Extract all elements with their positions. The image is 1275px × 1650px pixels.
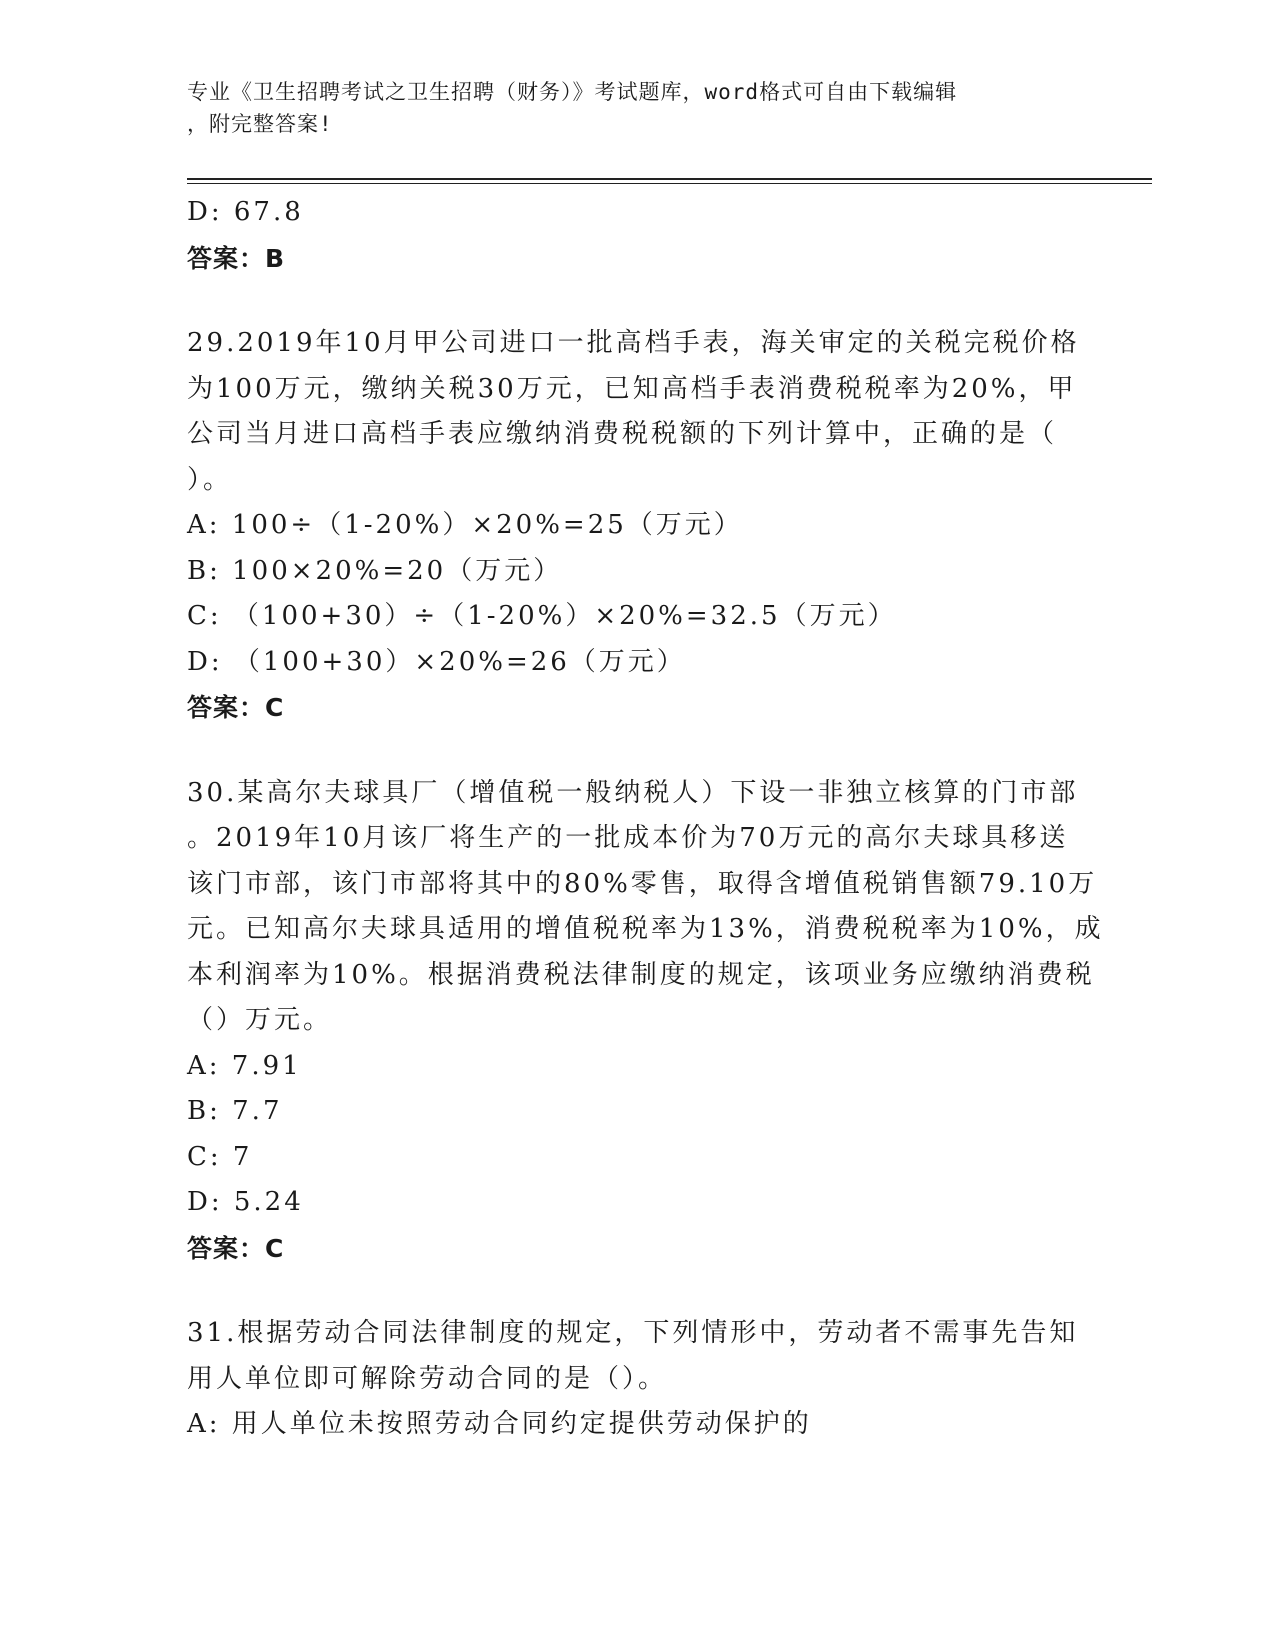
page-header <box>187 76 1077 140</box>
question-text-line: 元。已知高尔夫球具适用的增值税税率为13%，消费税税率为10%，成 <box>187 914 1104 944</box>
header-divider-thick <box>187 178 1152 180</box>
option-c: C: 7 <box>187 1141 253 1172</box>
option-a: A: 100÷（1-20%）×20%=25（万元） <box>187 510 743 540</box>
option-d: D: （100+30）×20%=26（万元） <box>187 646 686 677</box>
option-b: B: 7.7 <box>187 1096 283 1126</box>
question-text-line: 31.根据劳动合同法律制度的规定，下列情形中，劳动者不需事先告知 <box>187 1318 1079 1348</box>
question-text-line: 该门市部，该门市部将其中的80%零售，取得含增值税销售额79.10万 <box>187 868 1098 899</box>
question-text-line: 用人单位即可解除劳动合同的是（）。 <box>187 1363 668 1394</box>
option-a: A: 用人单位未按照劳动合同约定提供劳动保护的 <box>187 1409 812 1439</box>
question-29 <box>187 321 1087 731</box>
question-text-line: 本利润率为10%。根据消费税法律制度的规定，该项业务应缴纳消费税 <box>187 959 1095 990</box>
question-text-line: 为100万元，缴纳关税30万元，已知高档手表消费税税率为20%，甲 <box>187 373 1077 404</box>
header-line-1: 专业《卫生招聘考试之卫生招聘（财务）》考试题库，word格式可自由下载编辑 <box>187 80 958 104</box>
question-text-line: 公司当月进口高档手表应缴纳消费税税额的下列计算中，正确的是（ <box>187 419 1058 449</box>
header-divider-thin <box>187 183 1152 184</box>
option-d: D: 67.8 <box>187 197 304 227</box>
question-text-line: ）。 <box>187 464 233 495</box>
question-30 <box>187 771 1104 1272</box>
question-text-line: 30.某高尔夫球具厂（增值税一般纳税人）下设一非独立核算的门市部 <box>187 777 1079 808</box>
question-content <box>187 190 1104 1448</box>
answer-label: 答案：B <box>187 243 286 273</box>
option-a: A: 7.91 <box>187 1050 302 1081</box>
answer-label: 答案：C <box>187 1233 285 1263</box>
question-text-line: （）万元。 <box>187 1005 333 1035</box>
option-c: C: （100+30）÷（1-20%）×20%=32.5（万元） <box>187 601 897 631</box>
header-line-2: ，附完整答案! <box>187 112 333 136</box>
question-28-tail <box>187 190 1087 281</box>
question-text-line: 29.2019年10月甲公司进口一批高档手表，海关审定的关税完税价格 <box>187 328 1080 358</box>
option-b: B: 100×20%=20（万元） <box>187 555 563 586</box>
question-31 <box>187 1311 1087 1448</box>
question-text-line: 。2019年10月该厂将生产的一批成本价为70万元的高尔夫球具移送 <box>187 823 1069 853</box>
answer-label: 答案：C <box>187 693 285 722</box>
option-d: D: 5.24 <box>187 1187 304 1217</box>
